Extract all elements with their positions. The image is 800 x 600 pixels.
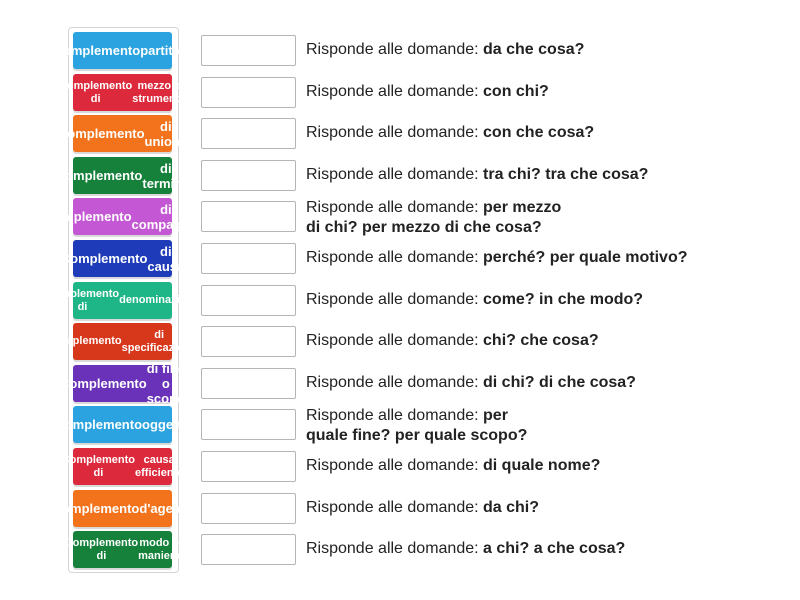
clue-prefix: Risponde alle domande: (306, 407, 484, 424)
answer-tile[interactable] (61, 448, 184, 485)
clue-prefix: Risponde alle domande: (306, 332, 484, 349)
question-clue (306, 123, 776, 143)
clue-answer: con che cosa? (483, 124, 595, 141)
drop-slot[interactable] (201, 243, 296, 274)
question-clue (306, 456, 776, 476)
answer-tile-label: di unione (144, 118, 188, 149)
question-clue (306, 82, 776, 102)
answer-tile[interactable] (57, 115, 188, 152)
answer-tile-label: modo o maniera (138, 536, 181, 562)
clue-prefix: Risponde alle domande: (306, 41, 484, 58)
question-clue (306, 498, 776, 518)
answer-tile-label: Complemento (60, 376, 147, 391)
question-clue (306, 40, 776, 60)
clue-prefix: Risponde alle domande: (306, 166, 484, 183)
clue-answer: per mezzo di chi? per mezzo di che cosa? (306, 199, 562, 236)
clue-answer: di quale nome? (483, 457, 601, 474)
answer-tile-label: partitivo (140, 43, 192, 58)
answer-tile-label: oggetto (142, 417, 190, 432)
answer-tile-label: causa efficiente (135, 453, 184, 479)
clue-answer: a chi? a che cosa? (483, 540, 626, 557)
drop-slot[interactable] (201, 160, 296, 191)
question-clue (306, 248, 776, 268)
answer-tile[interactable] (44, 198, 201, 235)
answer-tile-label: Complemento (44, 209, 132, 224)
answer-tile[interactable] (64, 531, 181, 568)
drop-slot[interactable] (201, 368, 296, 399)
clue-prefix: Risponde alle domande: (306, 374, 484, 391)
clue-answer: come? in che modo? (483, 291, 644, 308)
question-clue (306, 331, 776, 351)
answer-tile-label: d'agente (139, 501, 193, 516)
answer-tile[interactable] (48, 323, 197, 360)
answer-tile[interactable] (45, 282, 200, 319)
answer-tile-label: di termine (142, 160, 190, 191)
drop-slot[interactable] (201, 326, 296, 357)
drop-slot[interactable] (201, 285, 296, 316)
answer-tile-label: Complemento (55, 168, 143, 183)
answer-tile-label: Complemento di (61, 453, 136, 479)
question-clue (306, 406, 776, 446)
answer-tile-label: di specificazione (121, 328, 197, 354)
drop-slot[interactable] (201, 493, 296, 524)
answer-tile[interactable] (60, 361, 185, 406)
clue-answer: perché? per quale motivo? (483, 249, 688, 266)
answer-tile[interactable] (55, 157, 190, 194)
drop-slot[interactable] (201, 409, 296, 440)
question-clue (306, 198, 776, 238)
drop-slot[interactable] (201, 201, 296, 232)
clue-answer: da chi? (483, 499, 540, 516)
answer-tile-label: Complemento (57, 126, 145, 141)
answer-tile-label: di compagnia (131, 201, 201, 232)
drop-slot[interactable] (201, 451, 296, 482)
question-clue (306, 373, 776, 393)
question-clue (306, 165, 776, 185)
answer-tile-label: Complemento (52, 501, 140, 516)
answer-tile-label: Complemento (53, 43, 141, 58)
drop-slot[interactable] (201, 35, 296, 66)
clue-answer: da che cosa? (483, 41, 585, 58)
clue-prefix: Risponde alle domande: (306, 199, 484, 216)
answer-tile[interactable] (58, 74, 187, 111)
clue-prefix: Risponde alle domande: (306, 249, 484, 266)
answer-tile-label: di causa (147, 243, 185, 274)
answer-tile-label: Complemento (55, 417, 143, 432)
answer-tile-label: Complemento di (45, 287, 120, 313)
answer-tile[interactable] (52, 490, 193, 527)
answer-tile-label: Complemento di (64, 536, 139, 562)
clue-prefix: Risponde alle domande: (306, 83, 484, 100)
clue-prefix: Risponde alle domande: (306, 291, 484, 308)
question-clue (306, 539, 776, 559)
answer-tile[interactable] (53, 32, 192, 69)
clue-answer: con chi? (483, 83, 549, 100)
clue-answer: chi? che cosa? (483, 332, 599, 349)
clue-prefix: Risponde alle domande: (306, 499, 484, 516)
clue-prefix: Risponde alle domande: (306, 457, 484, 474)
answer-tile-label: Complemento di (58, 79, 133, 105)
answer-tile-label: mezzo o strumento (132, 79, 187, 105)
clue-prefix: Risponde alle domande: (306, 124, 484, 141)
answer-tile[interactable] (55, 406, 190, 443)
drop-slot[interactable] (201, 534, 296, 565)
answer-tile-label: Complemento (60, 251, 148, 266)
answer-tile-label: denominazione (119, 294, 200, 306)
drop-slot[interactable] (201, 77, 296, 108)
clue-answer: di chi? di che cosa? (483, 374, 636, 391)
question-clue (306, 290, 776, 310)
answer-tile-label: di fine o scopo (146, 361, 185, 406)
clue-prefix: Risponde alle domande: (306, 540, 484, 557)
drop-slot[interactable] (201, 118, 296, 149)
answer-tile[interactable] (60, 240, 185, 277)
answer-tile-label: Complemento (48, 335, 122, 347)
clue-answer: tra chi? tra che cosa? (483, 166, 649, 183)
clue-answer: per quale fine? per quale scopo? (306, 407, 528, 444)
